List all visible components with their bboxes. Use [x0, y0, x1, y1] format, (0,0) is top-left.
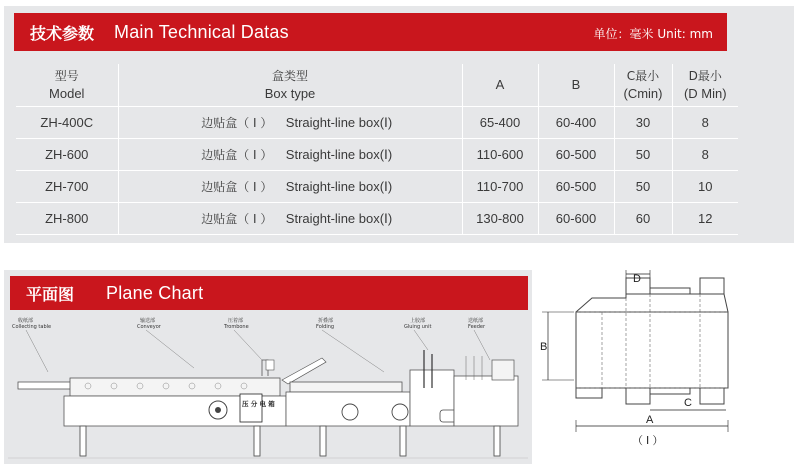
machine-legs [80, 426, 500, 456]
label-c: C [684, 397, 692, 409]
cell-c-min: 50 [614, 170, 672, 202]
trombone-head [266, 360, 274, 370]
table-row [16, 202, 738, 234]
header-b: B [538, 64, 614, 106]
header-c-min: C最小 (Cmin) [614, 64, 672, 106]
table-row [16, 106, 738, 138]
svg-text:Conveyor: Conveyor [137, 324, 161, 330]
collecting-table [18, 382, 74, 389]
dimension-b [540, 312, 574, 380]
fold-lines [576, 294, 728, 388]
machine-frame-middle [286, 392, 410, 426]
specs-banner [14, 13, 727, 51]
cell-c-min: 60 [614, 202, 672, 234]
svg-text:Gluing unit: Gluing unit [404, 324, 432, 330]
svg-text:折叠部: 折叠部 [318, 318, 334, 324]
cell-a: 110-700 [462, 170, 538, 202]
svg-text:上胶部: 上胶部 [410, 318, 426, 324]
box-unfold-diagram [540, 268, 740, 463]
cell-b: 60-500 [538, 170, 614, 202]
cell-b: 60-600 [538, 202, 614, 234]
cell-box-type: 边贴盒（ Ⅰ ） Straight-line box(Ⅰ) [118, 202, 462, 234]
label-a: A [646, 414, 654, 426]
cell-d-min: 10 [672, 170, 738, 202]
svg-text:送纸部: 送纸部 [468, 318, 484, 324]
svg-text:收纸部: 收纸部 [18, 318, 34, 324]
plane-title-zh: 平面图 [26, 284, 75, 304]
cell-model: ZH-600 [45, 146, 89, 162]
section-label-collecting [12, 317, 51, 372]
box-outline [576, 278, 728, 404]
specs-title-en: Main Technical Datas [114, 21, 289, 42]
cell-d-min: 12 [672, 202, 738, 234]
cell-model: ZH-800 [45, 210, 89, 226]
label-d: D [633, 273, 641, 285]
header-d-min: D最小 (D Min) [672, 64, 738, 106]
section-label-trombone [223, 317, 262, 360]
svg-text:Folding: Folding [316, 324, 335, 330]
table-row [16, 138, 738, 170]
specs-title-zh: 技术参数 [30, 23, 95, 43]
cell-d-min: 8 [672, 106, 738, 138]
cell-a: 110-600 [462, 138, 538, 170]
folding-arm [282, 358, 326, 384]
box-caption: （ Ⅰ ） [632, 435, 664, 447]
cell-b: 60-500 [538, 138, 614, 170]
control-box [240, 394, 262, 422]
specs-header-row [16, 64, 738, 106]
technical-specs-panel [4, 6, 794, 243]
feeder-hopper [492, 360, 514, 380]
folding-belt [290, 382, 402, 392]
cell-box-type: 边贴盒（ Ⅰ ） Straight-line box(Ⅰ) [118, 106, 462, 138]
cell-box-type: 边贴盒（ Ⅰ ） Straight-line box(Ⅰ) [118, 138, 462, 170]
plane-banner [10, 276, 528, 310]
header-box-type: 盒类型 Box type [118, 64, 462, 106]
dimension-a [576, 414, 728, 432]
svg-text:Collecting table: Collecting table [12, 324, 52, 330]
header-a: A [462, 64, 538, 106]
cell-b: 60-400 [538, 106, 614, 138]
table-row [16, 170, 738, 202]
section-label-gluing [404, 317, 431, 350]
cell-model: ZH-700 [45, 178, 89, 194]
cell-c-min: 50 [614, 138, 672, 170]
label-b: B [540, 341, 548, 353]
feeder-frame [454, 376, 518, 426]
control-box-label: 压 分 电 箱 [242, 400, 275, 408]
plane-title-en: Plane Chart [106, 282, 204, 303]
plane-chart-panel [4, 270, 532, 464]
cell-a: 130-800 [462, 202, 538, 234]
section-label-feeder [468, 317, 490, 360]
svg-text:Trombone: Trombone [224, 324, 249, 330]
unit-label: 单位：毫米 Unit: mm [593, 27, 713, 41]
section-label-conveyor [137, 317, 194, 368]
svg-text:压着部: 压着部 [228, 318, 244, 324]
section-label-folding [316, 317, 384, 372]
press-wheel-hub [215, 407, 221, 413]
svg-text:输送部: 输送部 [140, 318, 156, 324]
cell-model: ZH-400C [40, 114, 94, 130]
cell-d-min: 8 [672, 138, 738, 170]
header-model: 型号 Model [49, 68, 85, 101]
cell-a: 65-400 [462, 106, 538, 138]
svg-text:Feeder: Feeder [468, 324, 486, 330]
conveyor-belt [70, 378, 280, 396]
machine-plane-drawing [4, 310, 532, 464]
cell-c-min: 30 [614, 106, 672, 138]
specs-table [16, 64, 738, 235]
cell-box-type: 边贴盒（ Ⅰ ） Straight-line box(Ⅰ) [118, 170, 462, 202]
